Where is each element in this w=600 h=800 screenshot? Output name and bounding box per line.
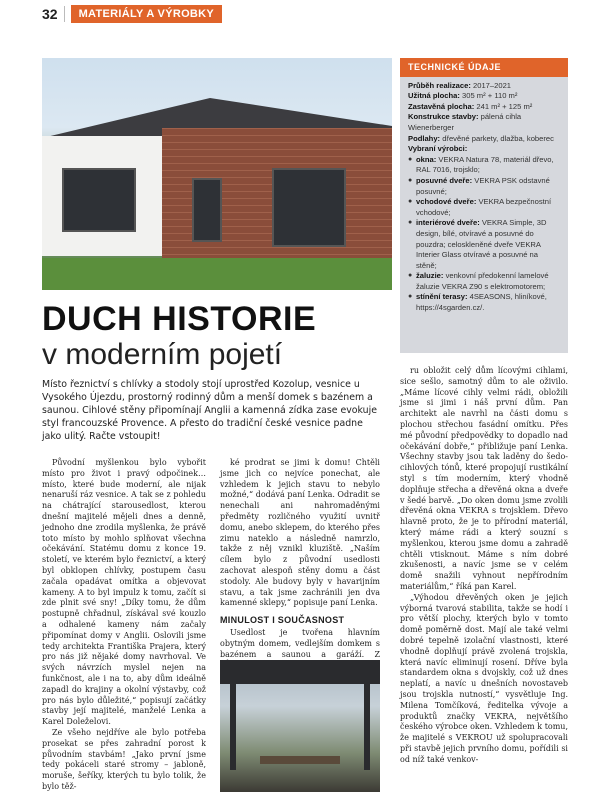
paragraph: „Výhodou dřevěných oken je jejich výborná tvarová stabilita, takže se hodí i pro větší plochy, kterých bylo v tomto domě poměrně dost. Mají ale také velmi dobré tepelně izolační vlastnosti, které vhodně doplňují právě zvolená trojskla, která navíc eliminují rosení. Dříve byla standardem okna s dvojskly, což už dnes neplatí, a navíc u dnešních novostaveb jsou trojskla nutností,“ vysvětluje Ing. Milena Tomčíková, ředitelka vývoje a produktů značky VEKRA, největšího českého výrobce oken. Vzhledem k tomu, že majitelé s VEKROU už spolupracovali při stavbě jejich prvního domu, pořídili si od níž také venkov-	[400, 592, 568, 764]
house-photo	[42, 58, 392, 290]
pergola-frame	[220, 660, 380, 684]
text-column-2	[220, 458, 380, 671]
label: Podlahy:	[408, 133, 441, 143]
label: Průběh realizace:	[408, 80, 471, 90]
page-header	[42, 4, 222, 24]
value: 2017–2021	[473, 80, 512, 90]
article-subtitle: v moderním pojetí	[42, 338, 283, 371]
section-heading: MINULOST I SOUČASNOST	[220, 615, 345, 626]
technical-info-box	[400, 58, 568, 353]
list-item: ● stínění terasy: 4SEASONS, hliníkové, https://4sgarden.cz/.	[408, 292, 560, 313]
text-column-3	[400, 366, 568, 765]
page-number: 32	[42, 6, 65, 22]
value: 305 m² + 110 m²	[462, 91, 518, 101]
label: Vybraní výrobci:	[408, 144, 468, 154]
value: dřevěné parkety, dlažba, koberec	[442, 133, 554, 143]
paragraph: ké prodrat se jimi k domu! Chtěli jsme jich co nejvíce ponechat, ale vzhledem k jejich stavu to nebylo možné,“ dodává paní Lenka. Odradit se nenechali ani nahromaděnými předměty rozličného využití uvnitř domu, anebo sklepem, do kterého přes zimu nateklo a následně namrzlo, takže z něj vznikl kluziště. „Naším cílem bylo z původní usedlosti zachovat alespoň stěny domu a část stodoly. Ale budovy byly v havarijním stavu, a tak jsme zachránili jen dva kamenné sklepy,“ popisuje paní Lenka.	[220, 458, 380, 608]
terrace-photo	[220, 660, 380, 792]
section-label: MATERIÁLY A VÝROBKY	[71, 5, 222, 23]
window-left	[62, 168, 136, 232]
value: pálená cihla Wienerberger	[408, 112, 522, 132]
lead-paragraph: Místo řeznictví s chlívky a stodoly stojí uprostřed Kozolup, vesnice u Vysokého Újezdu, prostorný rodinný dům a menší domek s bazénem a saunou. Cihlové stěny připomínají Anglii a kamenná zídka zase evokuje styl francouzské Provence. A přesto do tradiční české vesnice padne jako ulitý. Račte vstoupit!	[42, 379, 377, 442]
paragraph: Původní myšlenkou bylo vybořit místo pro život i pravý odpočinek… místo, které bude moderní, ale nijak nenaruší ráz vesnice. A tak se z pohledu na chátrající starousedlost, kterou dnešní majitelé mějeli dnes a denně, jednoho dne zrodila myšlenka, že právě toto místo by mohlo splňovat všechna očekávání. Statému domu z konce 19. století, ve kterém bylo řeznictví, a který byl obklopen chlívky, postupem času začala opadávat omítka a objevovat kameny. A to byl impulz k tomu, začít si zde plnit své sny! „Díky tomu, že dům postupně chřadnul, získával své kouzlo a odhalené kameny nám začaly připomínat domy v Anglii. Oslovili jsme tedy architekta Františka Prajera, který pro nás již nějaké domy navrhoval. Ve svých návrzích myslel nejen na funkčnost, ale i na to, aby dům ideálně zapadl do krajiny a okolní výstavby, což pro nás bylo důležité,“ popisují začátky stavby její majitelé, manželé Lenka a Karel Doleželovi.	[42, 458, 206, 727]
list-item: ● vchodové dveře: VEKRA bezpečnostní vchodové;	[408, 197, 560, 218]
lawn	[42, 258, 392, 290]
window-mid	[192, 178, 222, 242]
terrace-table	[260, 756, 340, 764]
article-title: DUCH HISTORIE	[42, 300, 317, 338]
info-title: TECHNICKÉ ÚDAJE	[400, 58, 568, 77]
paragraph: Usedlost je tvořena hlavním obytným domem, vedlejším domkem s bazénem a saunou a garáží. Z	[220, 627, 380, 659]
pergola-pillar	[364, 680, 370, 770]
window-right	[272, 168, 346, 247]
pergola-pillar	[230, 680, 236, 770]
list-item: ● posuvné dveře: VEKRA PSK odstavné posuvné;	[408, 176, 560, 197]
list-item: ● okna: VEKRA Natura 78, materiál dřevo, RAL 7016, trojsklo;	[408, 155, 560, 176]
paragraph: ru obložit celý dům lícovými cihlami, sice sešlo, samotný dům to ale oživilo. „Máme lícové cihly velmi rádi, obložili jsme si jimi i náš první dům. Pan architekt ale navrhl na části domu s plochou střechou fasádní omítku. Přes mé původní předpovědky to dopadlo nad očekávání dobře,“ přibližuje paní Lenka. Všechny stavby jsou tak laděny do šedo-cihlových tónů, které propojují rustikální styl s tím moderním, který vhodně doplňuje střecha a dřevěná okna a dveře v šedé barvě. „Do oken domu jsme zvolili dřevěná okna VEKRA s trojsklem. Dřevo hlavně proto, že je to přírodní materiál, který máme rádi a který souzní s myšlenkou, kterou jsme domu a zahradě chtěli vtisknout. Máme s ním dobré zkušenosti, a navíc jsme se v celém domě snažili vyhnout nepřírodním materiálům,“ říká pan Karel.	[400, 366, 568, 591]
label: Zastavěná plocha:	[408, 101, 475, 111]
text-column-1	[42, 458, 206, 793]
value: 241 m² + 125 m²	[476, 101, 533, 111]
label: Užitná plocha:	[408, 91, 460, 101]
list-item: ● interiérové dveře: VEKRA Simple, 3D design, bílé, otvíravé a posuvné do pouzdra; celoskleněné dveře VEKRA Interier Glass otvíravé a posuvné na stěně;	[408, 218, 560, 271]
list-item: ● žaluzie: venkovní předokenní lamelové žaluzie VEKRA Z90 s elektromotorem;	[408, 271, 560, 292]
label: Konstrukce stavby:	[408, 112, 479, 122]
paragraph: Ze všeho nejdříve ale bylo potřeba prosekat se přes zahradní porost k původním stavbám! „Jako první jsme tedy pokáceli staré stromy – jabloně, moruše, šeříky, kterých tu bylo tolik, že bylo těž-	[42, 727, 206, 791]
